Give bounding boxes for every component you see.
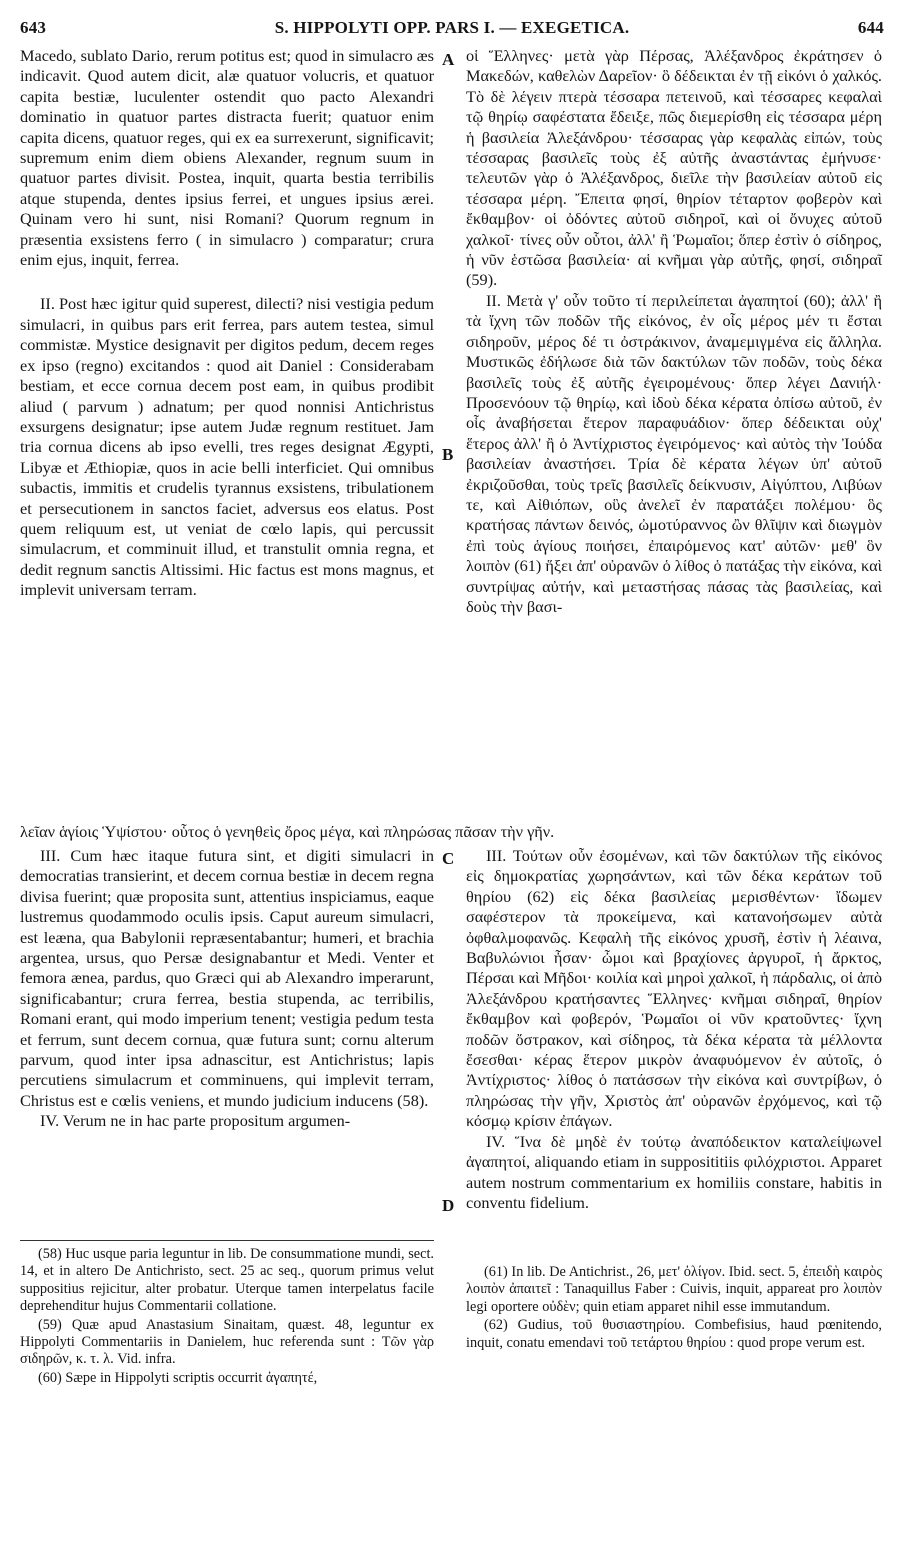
footnote-62: (62) Gudius, τοῦ θυσιαστηρίου. Combefisius, haud pœnitendo, inquit, conatu emendavi τοῦ τετάρτου θηρίου : quod prope verum est. bbox=[466, 1317, 882, 1351]
latin-paragraph-1: Macedo, sublato Dario, rerum potitus est; quod in simulacro æs indicavit. Quod autem dicit, alæ quatuor volucris, et quatuor capita bestiæ, luculenter ostendit quo pacto Alexandri dominatio in quatuor partes distracta fuerit; quatuor enim capita dicens, quatuor reges, qui ex ea surrexerunt, significavit; supremum enim diem obiens Alexander, regnum suum in quatuor partes divisit. Postea, inquit, quarta bestia terribilis atque stupenda, dentes ipsius ferrei, et ungues ipsius ærei. Quinam vero hi sunt, nisi Romani? Quorum regnum in præsentia exsistens ferro ( in simulacro ) comparatur; crura enim ejus, inquit, ferrea. bbox=[20, 46, 434, 270]
running-header bbox=[20, 8, 884, 38]
greek-paragraph-4: IV. Ἵνα δὲ μηδὲ ἐν τούτῳ ἀναπόδεικτον καταλείψωvel ἀγαπητοί, aliquando etiam in supposititiis φιλόχριστοι. Apparet autem nostrum commentarium ex homiliis constare, habitis in conventu fidelium. bbox=[466, 1131, 882, 1212]
footnotes-right bbox=[466, 1264, 882, 1353]
margin-marker-c: C bbox=[442, 849, 455, 868]
margin-marker-d: D bbox=[442, 1196, 455, 1215]
page-number-left: 643 bbox=[20, 18, 47, 37]
footnotes-left bbox=[20, 1246, 434, 1388]
greek-paragraph-1: οἱ Ἕλληνες· μετὰ γὰρ Πέρσας, Ἀλέξανδρος ἐκράτησεν ὁ Μακεδών, καθελὼν Δαρεῖον· ὃ δέδεικται ἐν τῇ εἰκόνι ὁ χαλκός. Τὸ δὲ λέγειν πτερὰ τέσσαρα πετεινοῦ, καὶ τέσσαρες κεφαλαὶ τῷ θηρίῳ σαφέστατα ἔδειξε, πῶς διεμερίσθη εἰς τέσσαρα μέρη ἡ βασιλεία Ἀλεξάνδρου· τέσσαρας γὰρ κεφαλὰς εἰπών, τοὺς τέσσαρας βασιλεῖς τοὺς ἐξ αὐτῆς ἀναστάντας ἐμήνυσε· τελευτῶν γὰρ ὁ Ἀλέξανδρος, διεῖλε τὴν βασιλείαν αὐτοῦ εἰς τέσσαρα μέρη. Ἔπειτα φησί, θηρίον τέταρτον φοβερὸν καὶ ἔκθαμβον· οἱ ὀδόντες αὐτοῦ σιδηροῖ, καὶ οἱ ὄνυχες αὐτοῦ χαλκοῖ· τίνες οὖν οὗτοι, ἀλλ' ἢ Ῥωμαῖοι; ὅπερ ἐστὶν ὁ σίδηρος, ἡ νῦν ἑστῶσα βασιλεία· αἱ κνῆμαι γὰρ αὐτῆς, φησί, σιδηραῖ (59). bbox=[466, 46, 882, 290]
latin-paragraph-3: III. Cum hæc itaque futura sint, et digiti simulacri in democratias transierint, et decem cornua bestiæ in decem regna divisa fuerint; quæ proposita sunt, attentius inspiciamus, eaque lustremus quodammodo oculis ipsis. Caput aureum simulacri, est leæna, qua Babylonii repræsentabantur; humeri, et brachia argentea, ursus, quo Persæ designabantur et Medi. Venter et femora ænea, pardus, quo Græci qui ab Alexandro imperarunt, significabantur; crura ferrea, bestia stupenda, ac terribilis, Romani erant, qui modo imperium tenent; vestigia pedum testa et ferrum, sunt decem cornua, quæ futura sunt; cornu alterum parvum, quod inter ipsa adnascitur, est Antichristus; lapis percutiens simulacrum et comminuens, qui implevit terram, Christus est e cœlis veniens, et mundo judicium inducens (58). bbox=[20, 846, 434, 1110]
footnote-60: (60) Sæpe in Hippolyti scriptis occurrit ἀγαπητέ, bbox=[38, 1369, 318, 1386]
spanning-greek-line: λεῖαν ἁγίοις Ὑψίστου· οὗτος ὁ γενηθεὶς ὄρος μέγα, καὶ πληρώσας πᾶσαν τὴν γῆν. bbox=[20, 822, 555, 841]
latin-column-lower bbox=[20, 846, 434, 1132]
page-number-right: 644 bbox=[857, 18, 884, 37]
running-title: S. HIPPOLYTI OPP. PARS I. — EXEGETICA. bbox=[274, 18, 630, 37]
greek-column-lower bbox=[466, 846, 882, 1213]
footnote-58: (58) Huc usque paria leguntur in lib. De consummatione mundi, sect. 14, et in altero De Antichristo, sect. 25 ac seq., quorum primus velut suppositius rejicitur, alter probatur. Uterque tamen interpelatus facile deprehenditur hujus Commentarii collatione. bbox=[20, 1246, 434, 1315]
greek-paragraph-2: II. Μετὰ γ' οὖν τοῦτο τί περιλείπεται ἀγαπητοί (60); ἀλλ' ἢ τὰ ἴχνη τῶν ποδῶν τῆς εἰκόνος, ἐν οἷς μέρος μέν τι ἔσται σιδηροῦν, μέρος δέ τι ὀστράκινον, ἀναμεμιγμένα εἰς ἄλληλα. Μυστικῶς ἐδήλωσε διὰ τῶν δακτύλων τῶν ποδῶν, τοὺς δέκα βασιλεῖς τοὺς ἐξ αὐτῆς ἐγειρομένους· ὅπερ λέγει Δανιήλ· Προσενόουν τῷ θηρίῳ, καὶ ἰδοὺ δέκα κέρατα ὀπίσω αὐτοῦ, ἐν οἷς ἀναβήσεται ἕτερον παραφυάδιον· ὅπερ δέδεικται οὐχ' ἕτερος ἀλλ' ἢ ὁ Ἀντίχριστος ἐγειρόμενος· καὶ αὐτὸς τὴν Ἰούδα βασιλείαν ἀναστήσει. Τρία δὲ κέρατα λέγων ὑπ' αὐτοῦ ἐκριζοῦσθαι, τοὺς τρεῖς βασιλεῖς δείκνυσιν, Αἰγύπτου, Λιβύων τε, καὶ Αἰθιόπων, οὓς ἀνελεῖ ἐν παρατάξει πολέμου· ὃς κρατήσας πάντων δεινός, ὠμοτύραννος ὢν θλῖψιν καὶ διωγμὸν ἐπὶ τοὺς ἁγίους ποιήσει, ἐπαιρόμενος κατ' αὐτῶν· μεθ' ὃν λοιπὸν (61) ἥξει ἀπ' οὐρανῶν ὁ λίθος ὁ πατάξας τὴν εἰκόνα, καὶ συντρίψας αὐτήν, καὶ μεταστήσας πάσας τὰς βασιλείας, καὶ δοὺς τὴν βασι- bbox=[466, 290, 882, 616]
footnote-59: (59) Quæ apud Anastasium Sinaitam, quæst. 48, leguntur ex Hippolyti Commentariis in Danielem, huc referenda sunt : Τῶν γὰρ σιδηρῶν, κ. τ. λ. Vid. infra. bbox=[20, 1316, 434, 1368]
latin-column bbox=[20, 46, 434, 601]
latin-paragraph-2: II. Post hæc igitur quid superest, dilecti? nisi vestigia pedum simulacri, in quibus pars erit ferrea, pars autem testea, simul commistæ. Mystice designavit per digitos pedum, decem reges ex ipso (regno) excitandos : quod ait Daniel : Considerabam bestiam, et ecce cornua decem post eam, in quibus prodibit aliud ( parvum ) adnatum; per quod nonnisi Antichristus exsurgens designatur; ipse autem Judæ regnum restituet. Jam tria cornua dicens ab ipso evelli, tres reges designat Ægypti, Libyæ et Æthiopiæ, quos in acie belli interficiet. Qui omnibus subactis, immitis et crudelis tyrannus exsistens, tribulationem et persecutionem in sanctos faciet, adversus eos elatus. Post quem reliquum est, ut veniat de cœlo lapis, qui percussit simulacrum, et comminuit illud, et transtulit omnia regna, et dedit regnum sanctis Altissimi. Hic factus est mons magnus, et implevit universam terram. bbox=[20, 294, 434, 600]
margin-marker-b: B bbox=[442, 445, 454, 464]
footnote-61: (61) In lib. De Antichrist., 26, μετ' ὀλίγον. Ibid. sect. 5, ἐπειδὴ καιρὸς λοιπὸν ἀπαιτεῖ : Tanaquillus Faber : Cuivis, inquit, appareat pro λοιπὸν legi oportere οὐδὲν; quin etiam apparet nihil esse immutandum. bbox=[466, 1264, 882, 1315]
greek-paragraph-3: III. Τούτων οὖν ἐσομένων, καὶ τῶν δακτύλων τῆς εἰκόνος εἰς δημοκρατίας χωρησάντων, καὶ τῶν δέκα κεράτων τοῦ θηρίου (62) εἰς δέκα βασιλείας μερισθέντων· ἴδωμεν σαφέστερον τὰ προκείμενα, καὶ κατανοήσωμεν αὐτὰ ὀφθαλμοφανῶς. Κεφαλὴ τῆς εἰκόνος χρυσῆ, ἐστὶν ἡ λέαινα, Βαβυλώνιοι ἦσαν· ὦμοι καὶ βραχίονες ἀργυροῖ, ἡ ἄρκτος, Πέρσαι καὶ Μῆδοι· κοιλία καὶ μηροὶ χαλκοῖ, ἡ πάρδαλις, οἱ ἀπὸ Ἀλεξάνδρου κρατήσαντες Ἕλληνες· κνῆμαι σιδηραῖ, θηρίον ἔκθαμβον καὶ φοβερόν, Ῥωμαῖοι οἱ νῦν κρατοῦντες· ἴχνη ποδῶν ὄστρακον, καὶ σίδηρος, τὰ δέκα κέρατα τὰ μέλλοντα ἔσεσθαι· κέρας ἕτερον μικρὸν ἀναφυόμενον ἐν αὐτοῖς, ὁ Ἀντίχριστος· λίθος ὁ πατάσσων τὴν εἰκόνα καὶ συντρίβων, ὁ πληρώσας τὴν γῆν, Χριστὸς ἀπ' οὐρανῶν ἐρχόμενος, καὶ τῷ κόσμῳ κρίσιν ἐπάγων. bbox=[466, 846, 882, 1131]
margin-marker-a: A bbox=[442, 50, 455, 69]
greek-column bbox=[466, 46, 882, 617]
latin-paragraph-4: IV. Verum ne in hac parte propositum argumen- bbox=[40, 1111, 351, 1131]
footnote-rule bbox=[20, 1240, 434, 1241]
